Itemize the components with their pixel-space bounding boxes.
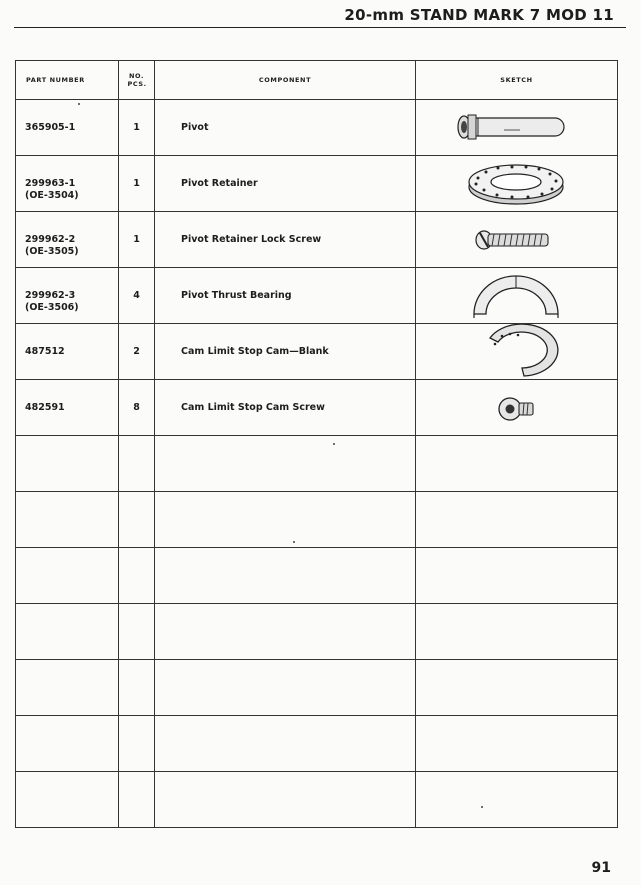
component-cell <box>155 436 416 492</box>
page-title: 20-mm STAND MARK 7 MOD 11 <box>344 6 614 24</box>
table-row <box>16 156 618 212</box>
quantity: 1 <box>133 122 140 133</box>
sketch-cell <box>416 436 618 492</box>
component-cell <box>155 716 416 772</box>
component-name: Pivot Retainer Lock Screw <box>181 234 322 245</box>
table-header-row <box>16 61 618 100</box>
quantity-cell <box>119 212 155 268</box>
column-header-sketch: SKETCH <box>416 61 618 100</box>
empty-table-row <box>16 660 618 716</box>
sketch-cell <box>416 100 618 156</box>
part-number-cell <box>16 100 119 156</box>
component-name: Pivot Retainer <box>181 178 258 189</box>
column-header-part-number: PART NUMBER <box>16 61 119 100</box>
print-speck <box>481 806 483 808</box>
part-number-cell <box>16 772 119 828</box>
empty-table-row <box>16 492 618 548</box>
sketch-cell <box>416 660 618 716</box>
part-number-cell <box>16 660 119 716</box>
component-cell <box>155 324 416 380</box>
sketch-cell <box>416 772 618 828</box>
parts-table <box>15 60 618 828</box>
component-cell <box>155 660 416 716</box>
part-number: 487512 <box>25 346 65 357</box>
empty-table-row <box>16 604 618 660</box>
empty-table-row <box>16 548 618 604</box>
table-row <box>16 380 618 436</box>
component-cell <box>155 212 416 268</box>
part-number-cell <box>16 436 119 492</box>
quantity-cell <box>119 156 155 212</box>
part-number-alt: (OE-3505) <box>25 246 79 257</box>
table-row <box>16 268 618 324</box>
part-number: 299962-3 <box>25 290 76 301</box>
quantity-cell <box>119 604 155 660</box>
cam-screw-sketch-icon <box>416 380 616 435</box>
part-number-alt: (OE-3504) <box>25 190 79 201</box>
quantity-cell <box>119 100 155 156</box>
sketch-cell <box>416 156 618 212</box>
component-cell <box>155 268 416 324</box>
column-header-quantity-label: NO. PCS. <box>127 72 147 88</box>
quantity: 8 <box>133 402 140 413</box>
column-header-component: COMPONENT <box>155 61 416 100</box>
sketch-cell <box>416 268 618 324</box>
table-row <box>16 324 618 380</box>
component-cell <box>155 548 416 604</box>
quantity: 1 <box>133 234 140 245</box>
sketch-cell <box>416 716 618 772</box>
quantity-cell <box>119 380 155 436</box>
quantity-cell <box>119 492 155 548</box>
cam-sketch-icon <box>416 324 616 379</box>
table-row <box>16 100 618 156</box>
part-number-cell <box>16 156 119 212</box>
part-number-alt: (OE-3506) <box>25 302 79 313</box>
lock-screw-sketch-icon <box>416 212 616 267</box>
component-cell <box>155 492 416 548</box>
part-number-cell <box>16 380 119 436</box>
sketch-cell <box>416 604 618 660</box>
component-name: Cam Limit Stop Cam Screw <box>181 402 325 413</box>
part-number: 299962-2 <box>25 234 76 245</box>
component-cell <box>155 604 416 660</box>
component-cell <box>155 772 416 828</box>
quantity: 1 <box>133 178 140 189</box>
empty-table-row <box>16 772 618 828</box>
component-cell <box>155 156 416 212</box>
print-speck <box>333 443 335 445</box>
print-speck <box>293 541 295 543</box>
empty-table-row <box>16 436 618 492</box>
quantity-cell <box>119 268 155 324</box>
component-name: Cam Limit Stop Cam—Blank <box>181 346 329 357</box>
part-number: 482591 <box>25 402 65 413</box>
quantity: 2 <box>133 346 140 357</box>
component-name: Pivot <box>181 122 209 133</box>
column-header-quantity <box>119 61 155 100</box>
quantity-cell <box>119 716 155 772</box>
sketch-cell <box>416 380 618 436</box>
sketch-cell <box>416 324 618 380</box>
sketch-cell <box>416 548 618 604</box>
quantity-cell <box>119 772 155 828</box>
part-number-cell <box>16 268 119 324</box>
quantity-cell <box>119 660 155 716</box>
part-number-cell <box>16 604 119 660</box>
print-speck <box>78 103 80 105</box>
part-number-cell <box>16 716 119 772</box>
part-number: 299963-1 <box>25 178 76 189</box>
part-number-cell <box>16 548 119 604</box>
component-cell <box>155 380 416 436</box>
thrust-bearing-sketch-icon <box>416 268 616 323</box>
page-number: 91 <box>591 860 611 876</box>
empty-table-row <box>16 716 618 772</box>
part-number: 365905-1 <box>25 122 76 133</box>
component-cell <box>155 100 416 156</box>
pivot-sketch-icon <box>416 100 616 155</box>
part-number-cell <box>16 212 119 268</box>
quantity-cell <box>119 324 155 380</box>
sketch-cell <box>416 212 618 268</box>
quantity-cell <box>119 436 155 492</box>
component-name: Pivot Thrust Bearing <box>181 290 292 301</box>
part-number-cell <box>16 324 119 380</box>
sketch-cell <box>416 492 618 548</box>
part-number-cell <box>16 492 119 548</box>
pivot-retainer-sketch-icon <box>416 156 616 211</box>
quantity: 4 <box>133 290 140 301</box>
table-row <box>16 212 618 268</box>
quantity-cell <box>119 548 155 604</box>
title-rule <box>14 27 626 28</box>
